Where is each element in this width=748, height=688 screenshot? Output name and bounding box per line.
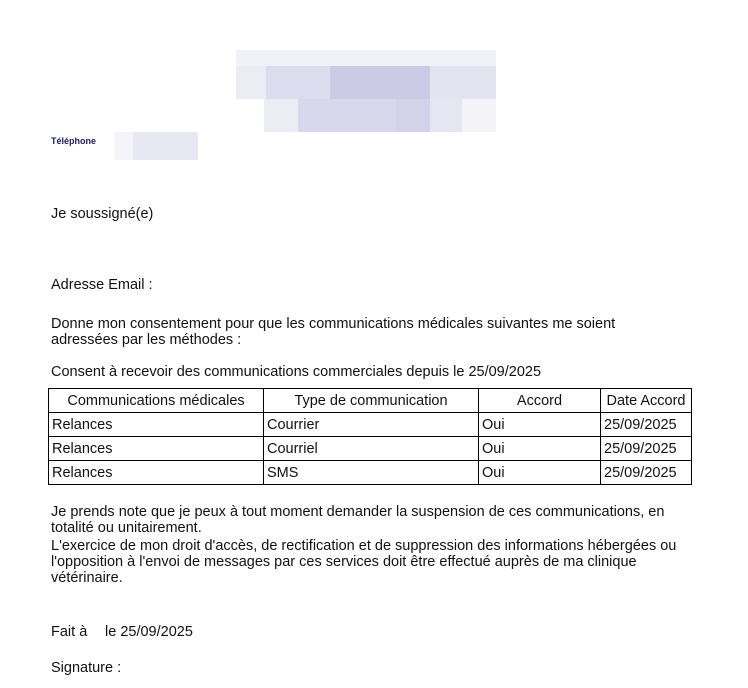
rights-text: L'exercice de mon droit d'accès, de rectification et de suppression des informations hébergées ou l'opposition à l'envoi de messages par ces services doit être effectué auprès de ma clinique vétérinaire. bbox=[51, 538, 677, 586]
date-line: le 25/09/2025 bbox=[105, 624, 193, 640]
table-row bbox=[49, 437, 692, 461]
header-cell: Communications médicales bbox=[49, 389, 264, 413]
table-cell: Oui bbox=[479, 461, 601, 485]
table-cell: Courrier bbox=[264, 413, 479, 437]
communications-table bbox=[48, 388, 692, 485]
table-cell: SMS bbox=[264, 461, 479, 485]
table-cell: Relances bbox=[49, 413, 264, 437]
phone-label: Téléphone bbox=[51, 136, 97, 146]
table-cell: 25/09/2025 bbox=[601, 461, 692, 485]
table-cell: Relances bbox=[49, 437, 264, 461]
suspension-note: Je prends note que je peux à tout moment demander la suspension de ces communications, en totalité ou unitairement. bbox=[51, 504, 665, 536]
fait-a-label: Fait à bbox=[51, 624, 88, 640]
table-row bbox=[49, 461, 692, 485]
table-cell: 25/09/2025 bbox=[601, 437, 692, 461]
header-cell: Accord bbox=[479, 389, 601, 413]
commercial-consent-text: Consent à recevoir des communications commerciales depuis le 25/09/2025 bbox=[51, 364, 542, 380]
table-cell: 25/09/2025 bbox=[601, 413, 692, 437]
consent-text: Donne mon consentement pour que les communications médicales suivantes me soient adressées par les méthodes : bbox=[51, 316, 616, 348]
table-cell: Courriel bbox=[264, 437, 479, 461]
table-row bbox=[49, 413, 692, 437]
table-cell: Oui bbox=[479, 413, 601, 437]
table-cell: Relances bbox=[49, 461, 264, 485]
soussigne-line: Je soussigné(e) bbox=[51, 206, 154, 222]
header-cell: Type de communication bbox=[264, 389, 479, 413]
table-cell: Oui bbox=[479, 437, 601, 461]
email-label: Adresse Email : bbox=[51, 277, 153, 293]
signature-label: Signature : bbox=[51, 660, 122, 676]
table-header-row bbox=[49, 389, 692, 413]
header-cell: Date Accord bbox=[601, 389, 692, 413]
